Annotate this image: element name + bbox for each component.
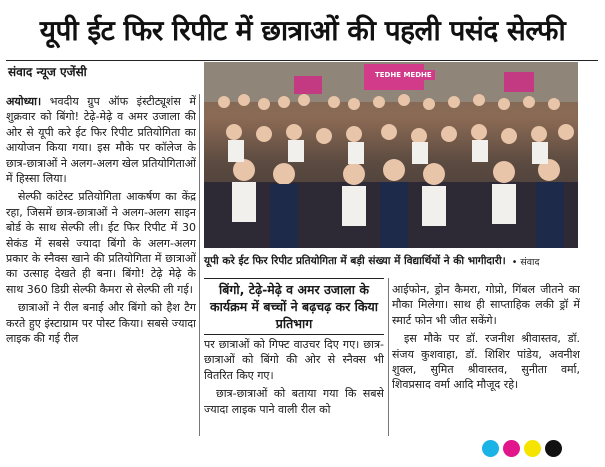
column-divider-left bbox=[199, 94, 200, 436]
left-paragraph-1 bbox=[6, 94, 196, 186]
photo-credit: • संवाद bbox=[511, 256, 540, 268]
right-paragraph-2: इस मौके पर डॉ. रजनीश श्रीवास्तव, डॉ. संजय कुशवाहा, डॉ. शिशिर पांडेय, अवनीश शुक्ल, सुमित श्रीवास्तव, सुनीता वर्मा, शिवप्रसाद वर्मा आदि मौजूद रहे। bbox=[392, 332, 580, 392]
subheading bbox=[204, 278, 384, 335]
black-registration-dot bbox=[545, 440, 562, 457]
right-column bbox=[392, 282, 580, 434]
left-paragraph-3: छात्राओं ने रील बनाई और बिंगो को हैश टैग करते हुए इंस्टाग्राम पर पोस्ट किया। सबसे ज्यादा लाइक की गई रील bbox=[6, 301, 196, 346]
photo-caption bbox=[204, 250, 578, 272]
crowd-illustration bbox=[204, 62, 578, 248]
cyan-registration-dot bbox=[482, 440, 499, 457]
photo-caption-text: यूपी करे ईट फिर रिपीट प्रतियोगिता में बड़ी संख्या में विद्यार्थियों ने की भागीदारी। bbox=[204, 255, 506, 267]
registration-marks bbox=[482, 440, 562, 462]
yellow-registration-dot bbox=[524, 440, 541, 457]
headline-rule bbox=[6, 60, 598, 61]
byline: संवाद न्यूज एजेंसी bbox=[8, 65, 87, 79]
headline: यूपी ईट फिर रिपीट में छात्राओं की पहली पसंद सेल्फी bbox=[39, 14, 566, 47]
middle-column bbox=[204, 337, 384, 437]
right-paragraph-1: आईफोन, ड्रोन कैमरा, गोप्रो, गिंबल जीतने का मौका मिलेगा। साथ ही साप्ताहिक लकी ड्रॉ में स्मार्ट फोन भी जीत सकेंगे। bbox=[392, 283, 580, 327]
subheading-text: बिंगो, टेढ़े-मेढ़े व अमर उजाला के कार्यक्रम में बच्चों ने बढ़चढ़ कर किया प्रतिभाग bbox=[210, 282, 378, 331]
left-paragraph-1-text: भवदीय ग्रुप ऑफ इंस्टीट्यूशंस में शुक्रवार को बिंगो! टेढ़े-मेढ़े व अमर उजाला की ओर से यूपी करे ईट फिर रिपीट प्रतियोगिता का आयोजन किया गया। इस मौके पर कॉलेज के छात्र-छात्राओं ने अलग-अलग खेल प्रतियोगिताओं में हिस्सा लिया। bbox=[6, 95, 196, 186]
dateline: अयोध्या। bbox=[6, 95, 42, 108]
left-column bbox=[6, 94, 196, 436]
event-photo bbox=[204, 62, 578, 248]
left-paragraph-2: सेल्फी कांटेस्ट प्रतियोगिता आकर्षण का केंद्र रहा, जिसमें छात्र-छात्राओं ने अलग-अलग साइन बोर्ड के साथ सेल्फी ली। ईट फिर रिपीट में 30 सेकंड में सबसे ज्यादा बिंगो के अलग-अलग प्रकार के स्नैक्स खाने की प्रतियोगिता में छात्राओं का उत्साह देखते ही बना। बिंगो! टेढ़े मेढ़े के साथ 360 डिग्री सेल्फी कैमरा से सेल्फी ली गई। bbox=[6, 190, 196, 296]
middle-paragraph-2: छात्र-छात्राओं को बताया गया कि सबसे ज्यादा लाइक पाने वाली रील को bbox=[204, 387, 384, 416]
magenta-registration-dot bbox=[503, 440, 520, 457]
column-divider-right bbox=[388, 278, 389, 436]
middle-paragraph-1: पर छात्राओं को गिफ्ट वाउचर दिए गए। छात्र-छात्राओं को बिंगो की ओर से स्नैक्स भी वितरित किए गए। bbox=[204, 338, 384, 382]
event-banner: TEDHE MEDHE bbox=[372, 70, 435, 80]
